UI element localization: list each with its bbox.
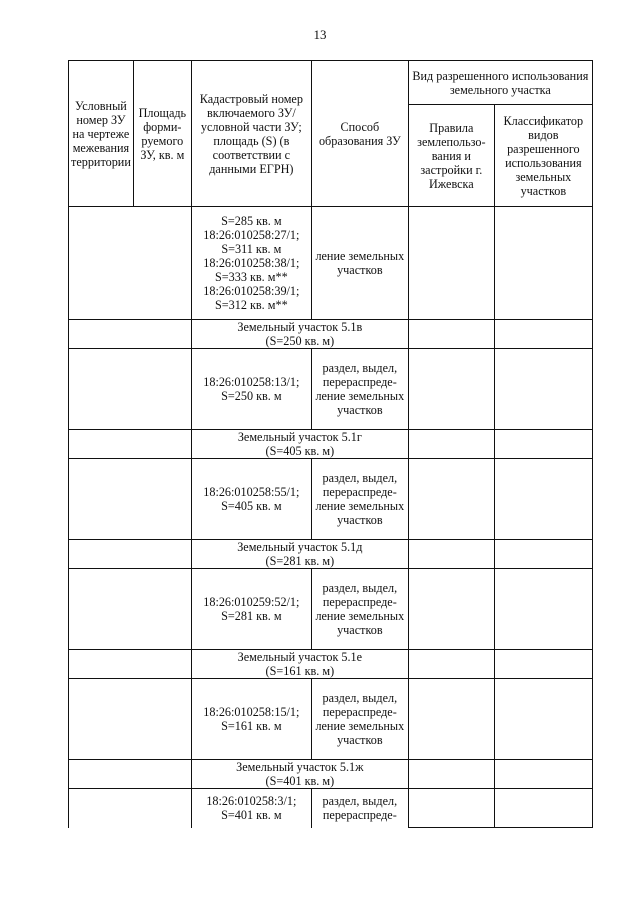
empty-cell [494, 760, 592, 789]
empty-cell [69, 207, 192, 320]
empty-cell [494, 569, 592, 650]
empty-cell [69, 569, 192, 650]
empty-cell [69, 430, 192, 459]
page-number: 13 [313, 27, 327, 42]
empty-cell [408, 679, 494, 760]
empty-cell [69, 320, 192, 349]
plot-area: (S=401 кв. м) [265, 774, 335, 788]
empty-cell [69, 459, 192, 540]
header-formation-method: Способ образования ЗУ [311, 61, 408, 207]
plot-title-cell [191, 760, 408, 789]
method-cell: раздел, выдел, перераспреде-ление земельных участков [311, 569, 408, 650]
empty-cell [408, 540, 494, 569]
plot-area: (S=161 кв. м) [265, 664, 335, 678]
plot-title-cell [191, 430, 408, 459]
empty-cell [494, 459, 592, 540]
method-cell: раздел, выдел, перераспреде-ление земельных участков [311, 349, 408, 430]
plot-title: Земельный участок 5.1д [237, 540, 363, 554]
empty-cell [494, 320, 592, 349]
header-zoning-rules: Правила землепользо-вания и застройки г. Ижевска [408, 105, 494, 207]
empty-cell [494, 430, 592, 459]
plot-title: Земельный участок 5.1в [237, 320, 363, 334]
cadastral-cell: S=285 кв. м 18:26:010258:27/1; S=311 кв. м 18:26:010258:38/1; S=333 кв. м** 18:26:010258:39/1; S=312 кв. м** [191, 207, 311, 320]
empty-cell [69, 540, 192, 569]
cadastral-cell: 18:26:010258:3/1; S=401 кв. м [191, 789, 311, 828]
header-permitted-use: Вид разрешенного использования земельного участка [408, 61, 592, 105]
header-plot-area: Площадь форми-руемого ЗУ, кв. м [133, 61, 191, 207]
empty-cell [408, 320, 494, 349]
empty-cell [408, 430, 494, 459]
plot-area: (S=405 кв. м) [265, 444, 335, 458]
empty-cell [408, 789, 494, 828]
empty-cell [494, 789, 592, 828]
empty-cell [408, 207, 494, 320]
cadastral-cell: 18:26:010258:55/1; S=405 кв. м [191, 459, 311, 540]
empty-cell [494, 349, 592, 430]
plot-area: (S=281 кв. м) [265, 554, 335, 568]
plot-title: Земельный участок 5.1е [237, 650, 363, 664]
header-use-classifier: Классификатор видов разрешенного использования земельных участков [494, 105, 592, 207]
plot-title-cell [191, 650, 408, 679]
plot-title-cell [191, 540, 408, 569]
empty-cell [408, 459, 494, 540]
plot-area: (S=250 кв. м) [265, 334, 335, 348]
empty-cell [494, 679, 592, 760]
empty-cell [408, 569, 494, 650]
empty-cell [494, 207, 592, 320]
cadastral-cell: 18:26:010258:13/1; S=250 кв. м [191, 349, 311, 430]
plot-title-cell [191, 320, 408, 349]
empty-cell [408, 760, 494, 789]
method-cell: ление земельных участков [311, 207, 408, 320]
empty-cell [69, 789, 192, 828]
land-plots-table [68, 60, 593, 828]
method-cell: раздел, выдел, перераспреде- [311, 789, 408, 828]
cadastral-cell: 18:26:010258:15/1; S=161 кв. м [191, 679, 311, 760]
plot-title: Земельный участок 5.1г [237, 430, 362, 444]
header-plot-number: Условный номер ЗУ на чертеже межевания территории [69, 61, 134, 207]
empty-cell [69, 760, 192, 789]
header-cadastral-number: Кадастровый номер включаемого ЗУ/ условной части ЗУ; площадь (S) (в соответствии с данными ЕГРН) [191, 61, 311, 207]
empty-cell [408, 349, 494, 430]
cadastral-cell: 18:26:010259:52/1; S=281 кв. м [191, 569, 311, 650]
empty-cell [408, 650, 494, 679]
empty-cell [69, 349, 192, 430]
plot-title: Земельный участок 5.1ж [236, 760, 364, 774]
empty-cell [69, 679, 192, 760]
empty-cell [69, 650, 192, 679]
method-cell: раздел, выдел, перераспреде-ление земельных участков [311, 459, 408, 540]
empty-cell [494, 540, 592, 569]
empty-cell [494, 650, 592, 679]
method-cell: раздел, выдел, перераспреде-ление земельных участков [311, 679, 408, 760]
